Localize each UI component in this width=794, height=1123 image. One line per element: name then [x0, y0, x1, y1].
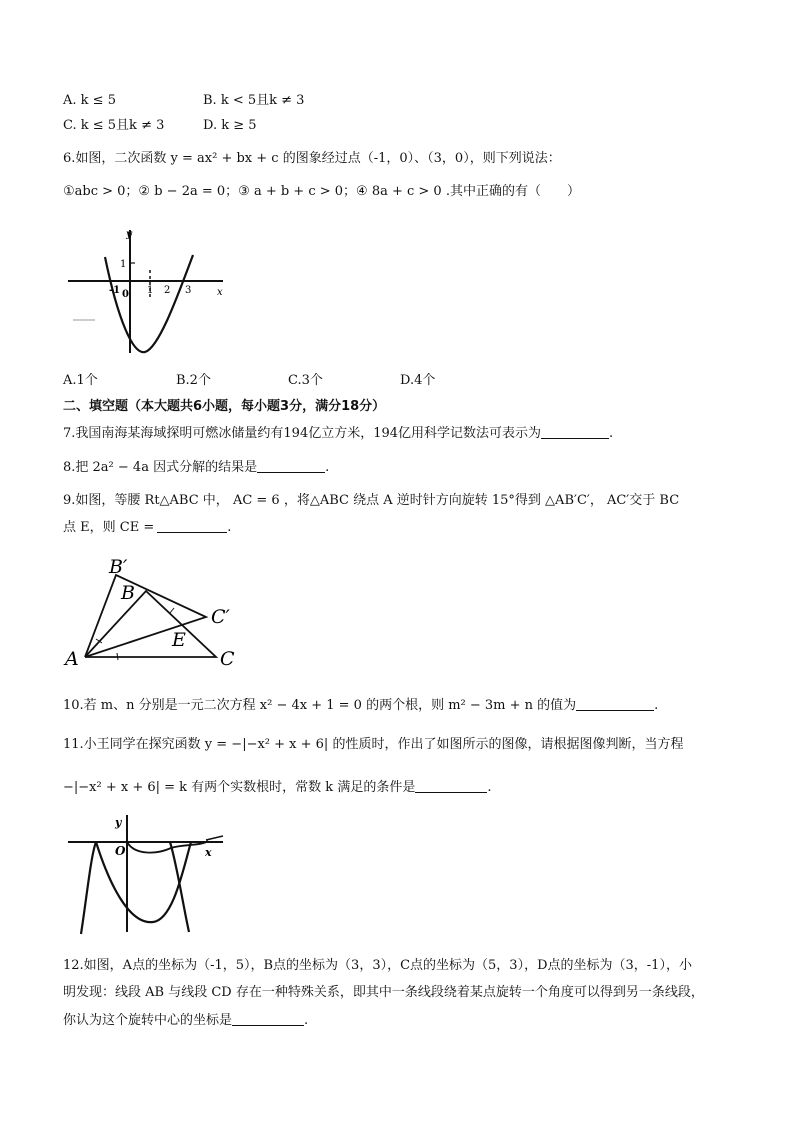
q12-stem-line1: 12.如图，A点的坐标为（-1，5），B点的坐标为（3，3），C点的坐标为（5，3），D点的坐标为（3，-1），小 — [63, 958, 692, 973]
q8-line — [63, 458, 329, 477]
q12-stem-line2: 明发现：线段 AB 与线段 CD 存在一种特殊关系，即其中一条线段绕着某点旋转一个角度可以得到另一条线段， — [63, 985, 704, 1000]
q11-end: . — [487, 780, 492, 795]
q8-answer-blank[interactable] — [257, 458, 325, 473]
q9-label-b: B — [121, 582, 135, 604]
q7-line — [63, 424, 613, 443]
q11-answer-blank[interactable] — [415, 778, 487, 793]
q9-label-a: A — [65, 648, 79, 670]
q7-end: . — [609, 426, 614, 441]
q11-origin-label: O — [115, 844, 126, 858]
q6-parabola-figure — [63, 225, 233, 360]
q12-answer-blank[interactable] — [232, 1011, 304, 1026]
q6-option-d: D.4个 — [400, 373, 436, 388]
q5-option-d: D. k ≥ 5 — [203, 118, 257, 133]
q9-triangle-figure — [63, 553, 253, 673]
q6-stem-line1: 6.如图，二次函数 y = ax² + bx + c 的图象经过点（-1，0）、（3，0），则下列说法： — [63, 151, 561, 166]
q11-stem-line1: 11.小王同学在探究函数 y = −|−x² + x + 6| 的性质时，作出了如图所示的图像，请根据图像判断，当方程 — [63, 737, 684, 752]
q11-y-axis-label: y — [115, 816, 122, 829]
q9-label-b-prime: B′ — [109, 556, 128, 578]
q10-end: . — [654, 698, 659, 713]
q9-end: . — [227, 520, 232, 535]
section-heading: 二、填空题（本大题共6小题，每小题3分，满分18分） — [63, 399, 386, 414]
q12-text-line3: 你认为这个旋转中心的坐标是 — [63, 1013, 233, 1028]
q11-function-figure — [63, 810, 233, 940]
q6-y-axis-label: y — [126, 229, 132, 240]
q5-option-b: B. k < 5且k ≠ 3 — [203, 93, 305, 108]
q7-answer-blank[interactable] — [541, 424, 609, 439]
q8-text: 8.把 2a² − 4a 因式分解的结果是 — [63, 460, 258, 475]
q10-line — [63, 696, 658, 715]
q6-ytick-label: 1 — [120, 259, 127, 270]
q6-x-axis-label: x — [217, 287, 223, 298]
q7-text: 7.我国南海某海域探明可燃冰储量约有194亿立方米，194亿用科学记数法可表示为 — [63, 426, 542, 441]
q9-answer-blank[interactable] — [157, 518, 227, 533]
q9-line2 — [63, 518, 231, 537]
q9-text-line2: 点 E，则 CE = — [63, 520, 155, 535]
q9-label-e: E — [172, 629, 186, 651]
q11-x-axis-label: x — [205, 846, 212, 859]
q12-line3 — [63, 1011, 308, 1030]
q10-answer-blank[interactable] — [576, 696, 654, 711]
q6-two-label: 2 — [164, 285, 171, 296]
q6-neg1-label: -1 — [109, 285, 121, 296]
q8-end: . — [325, 460, 330, 475]
q9-label-c: C — [220, 648, 235, 670]
q5-option-c: C. k ≤ 5且k ≠ 3 — [63, 118, 165, 133]
q6-three-label: 3 — [185, 285, 192, 296]
q9-label-c-prime: C′ — [211, 606, 230, 628]
q10-text: 10.若 m、n 分别是一元二次方程 x² − 4x + 1 = 0 的两个根，则 m² − 3m + n 的值为 — [63, 698, 577, 713]
q6-option-c: C.3个 — [288, 373, 323, 388]
q6-one-label: 1 — [147, 285, 154, 296]
q6-option-b: B.2个 — [176, 373, 211, 388]
q12-end: . — [304, 1013, 309, 1028]
q6-stem-line2: ①abc > 0；② b − 2a = 0；③ a + b + c > 0；④ 8a + c > 0 .其中正确的有（ ） — [63, 184, 580, 199]
q9-stem-line1: 9.如图，等腰 Rt△ABC 中， AC = 6 ，将△ABC 绕点 A 逆时针方向旋转 15°得到 △AB′C′， AC′交于 BC — [63, 493, 680, 508]
q5-option-a: A. k ≤ 5 — [63, 93, 116, 108]
q11-line2 — [63, 778, 491, 797]
q6-option-a: A.1个 — [63, 373, 98, 388]
q11-text-line2: −|−x² + x + 6| = k 有两个实数根时，常数 k 满足的条件是 — [63, 780, 416, 795]
q6-origin-label: 0 — [122, 289, 129, 300]
